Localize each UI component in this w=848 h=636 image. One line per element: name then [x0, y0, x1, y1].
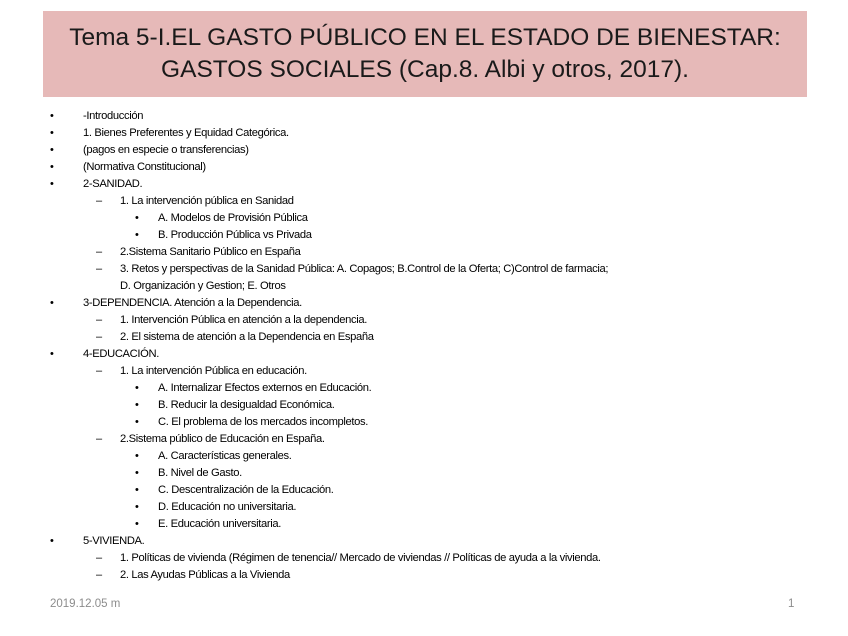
dash-bullet: –: [96, 195, 102, 207]
bullet-dot: •: [135, 450, 139, 462]
bullet-dot: •: [50, 348, 54, 360]
list-item-text: B. Reducir la desigualdad Económica.: [158, 399, 335, 411]
bullet-dot: •: [50, 178, 54, 190]
list-item: [0, 193, 848, 210]
list-item: [0, 125, 848, 142]
list-item-text: 1. La intervención Pública en educación.: [120, 365, 307, 377]
dash-bullet: –: [96, 263, 102, 275]
bullet-dot: •: [135, 399, 139, 411]
list-item: [0, 533, 848, 550]
list-item: [0, 465, 848, 482]
list-item: [0, 142, 848, 159]
dash-bullet: –: [96, 552, 102, 564]
list-item: [0, 176, 848, 193]
list-item: [0, 482, 848, 499]
list-item-text: -Introducción: [83, 110, 144, 122]
list-item-text: (pagos en especie o transferencias): [83, 144, 249, 156]
bullet-dot: •: [50, 161, 54, 173]
list-item-text: 2.Sistema público de Educación en España.: [120, 433, 325, 445]
list-item: [0, 380, 848, 397]
list-item-text: A. Modelos de Provisión Pública: [158, 212, 308, 224]
dash-bullet: –: [96, 331, 102, 343]
bullet-dot: •: [50, 127, 54, 139]
list-item-text: E. Educación universitaria.: [158, 518, 282, 530]
list-item-text: C. Descentralización de la Educación.: [158, 484, 334, 496]
list-item-text: 2. El sistema de atención a la Dependencia en España: [120, 331, 374, 343]
list-item: [0, 516, 848, 533]
list-item-text: 3. Retos y perspectivas de la Sanidad Pública: A. Copagos; B.Control de la Oferta; C)Control de farmacia;: [120, 263, 609, 275]
dash-bullet: –: [96, 314, 102, 326]
bullet-dot: •: [135, 501, 139, 513]
title-line-2: GASTOS SOCIALES (Cap.8. Albi y otros, 2017).: [161, 56, 689, 83]
list-item-text: D. Educación no universitaria.: [158, 501, 297, 513]
list-item-text: 2-SANIDAD.: [83, 178, 143, 190]
list-item-text: (Normativa Constitucional): [83, 161, 206, 173]
bullet-dot: •: [50, 297, 54, 309]
bullet-dot: •: [135, 229, 139, 241]
bullet-dot: •: [135, 212, 139, 224]
bullet-dot: •: [135, 518, 139, 530]
bullet-dot: •: [135, 484, 139, 496]
list-item-text: 2. Las Ayudas Públicas a la Vivienda: [120, 569, 290, 581]
list-item: [0, 244, 848, 261]
dash-bullet: –: [96, 365, 102, 377]
list-item: [0, 159, 848, 176]
bullet-dot: •: [135, 467, 139, 479]
dash-bullet: –: [96, 569, 102, 581]
list-item: [0, 108, 848, 125]
list-item: [0, 414, 848, 431]
list-item-text: D. Organización y Gestion; E. Otros: [120, 280, 286, 292]
list-item-text: B. Nivel de Gasto.: [158, 467, 242, 479]
list-item-text: 1. Bienes Preferentes y Equidad Categórica.: [83, 127, 289, 139]
bullet-dot: •: [50, 144, 54, 156]
list-item-text: 1. La intervención pública en Sanidad: [120, 195, 294, 207]
title-line-1: Tema 5-I.EL GASTO PÚBLICO EN EL ESTADO DE BIENESTAR:: [69, 24, 781, 51]
list-item-text: C. El problema de los mercados incompletos.: [158, 416, 369, 428]
list-item: [0, 448, 848, 465]
dash-bullet: –: [96, 433, 102, 445]
list-item: [0, 329, 848, 346]
bullet-dot: •: [135, 416, 139, 428]
list-item: [0, 210, 848, 227]
list-item-text: A. Internalizar Efectos externos en Educación.: [158, 382, 372, 394]
list-item: [0, 550, 848, 567]
footer-date: 2019.12.05 m: [50, 598, 121, 610]
list-item: [0, 346, 848, 363]
title-banner: [43, 11, 807, 97]
list-item-text: 1. Intervención Pública en atención a la dependencia.: [120, 314, 368, 326]
list-item: [0, 278, 848, 295]
bullet-dot: •: [50, 110, 54, 122]
list-item: [0, 397, 848, 414]
list-item: [0, 499, 848, 516]
list-item-text: 3-DEPENDENCIA. Atención a la Dependencia.: [83, 297, 302, 309]
list-item-text: 1. Políticas de vivienda (Régimen de tenencia// Mercado de viviendas // Políticas de ayuda a la vivienda.: [120, 552, 601, 564]
bullet-list: [0, 108, 848, 584]
list-item: [0, 227, 848, 244]
list-item-text: B. Producción Pública vs Privada: [158, 229, 312, 241]
bullet-dot: •: [50, 535, 54, 547]
list-item-text: 5-VIVIENDA.: [83, 535, 145, 547]
list-item-text: A. Características generales.: [158, 450, 292, 462]
list-item: [0, 295, 848, 312]
list-item: [0, 431, 848, 448]
list-item: [0, 261, 848, 278]
list-item: [0, 567, 848, 584]
bullet-dot: •: [135, 382, 139, 394]
list-item-text: 4-EDUCACIÓN.: [83, 348, 159, 360]
list-item-text: 2.Sistema Sanitario Público en España: [120, 246, 301, 258]
list-item: [0, 363, 848, 380]
list-item: [0, 312, 848, 329]
page-number: 1: [788, 598, 795, 610]
dash-bullet: –: [96, 246, 102, 258]
